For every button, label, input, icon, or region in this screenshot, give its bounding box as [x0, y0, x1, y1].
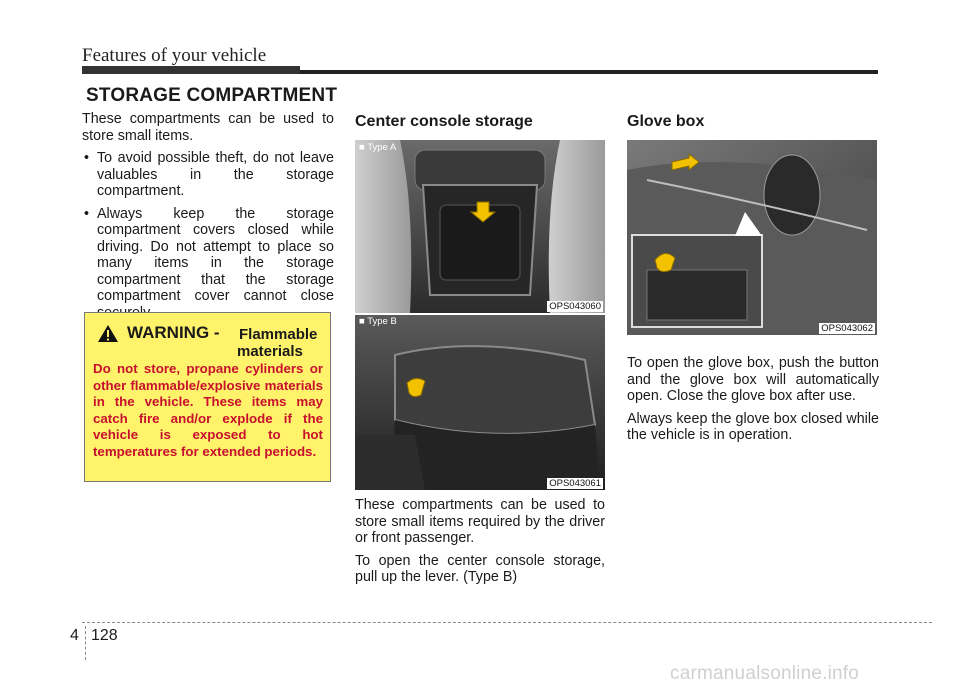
center-console-photo-type-a — [355, 140, 605, 313]
photo-code: OPS043060 — [549, 301, 601, 312]
page-header-title: Features of your vehicle — [82, 45, 267, 66]
center-console-paragraph: These compartments can be used to store small items required by the driver or front passenger. — [355, 497, 605, 546]
header-rule-accent — [82, 66, 300, 74]
console-type-b-image — [355, 315, 605, 490]
list-item: • To avoid possible theft, do not leave valuables in the storage compartment. — [82, 150, 334, 200]
glove-box-title: Glove box — [627, 113, 705, 130]
intro-column — [82, 111, 334, 327]
center-console-photo-type-b — [355, 315, 605, 490]
glove-box-text — [627, 355, 879, 450]
center-console-text — [355, 497, 605, 592]
footer-page-number: 128 — [91, 627, 118, 644]
warning-triangle-icon — [97, 324, 119, 343]
footer-chapter-number: 4 — [70, 627, 79, 644]
footer-rule — [82, 622, 932, 623]
section-title: STORAGE COMPARTMENT — [86, 85, 338, 106]
console-type-a-image — [355, 140, 605, 313]
warning-box — [84, 312, 331, 482]
photo-type-tag: ■ Type A — [359, 142, 397, 153]
glove-box-paragraph: Always keep the glove box closed while the vehicle is in operation. — [627, 410, 879, 443]
warning-label: WARNING - — [127, 323, 220, 342]
intro-bullet-list — [82, 150, 334, 321]
watermark: carmanualsonline.info — [670, 663, 860, 684]
glove-box-image — [627, 140, 877, 335]
photo-code: OPS043061 — [549, 478, 601, 489]
warning-subtitle-line1: Flammable — [239, 326, 318, 343]
warning-body: Do not store, propane cylinders or other flammable/explosive materials in the vehicle. These items may catch fire and/or explode if the vehicle is exposed to hot temperatures for extended periods. — [93, 361, 323, 459]
footer-separator — [85, 626, 87, 660]
glove-box-paragraph: To open the glove box, push the button and the glove box will automatically open. Close the glove box after use. — [627, 355, 879, 404]
glove-box-photo — [627, 140, 877, 335]
intro-paragraph: These compartments can be used to store small items. — [82, 111, 334, 144]
warning-subtitle-line2: materials — [237, 343, 303, 360]
photo-type-tag: ■ Type B — [359, 316, 397, 327]
photo-code: OPS043062 — [821, 323, 873, 334]
center-console-paragraph: To open the center console storage, pull up the lever. (Type B) — [355, 552, 605, 585]
list-item: • Always keep the storage compartment covers closed while driving. Do not attempt to place so many items in the storage compartment that the storage compartment cover cannot close — [82, 206, 334, 322]
center-console-title: Center console storage — [355, 113, 533, 130]
